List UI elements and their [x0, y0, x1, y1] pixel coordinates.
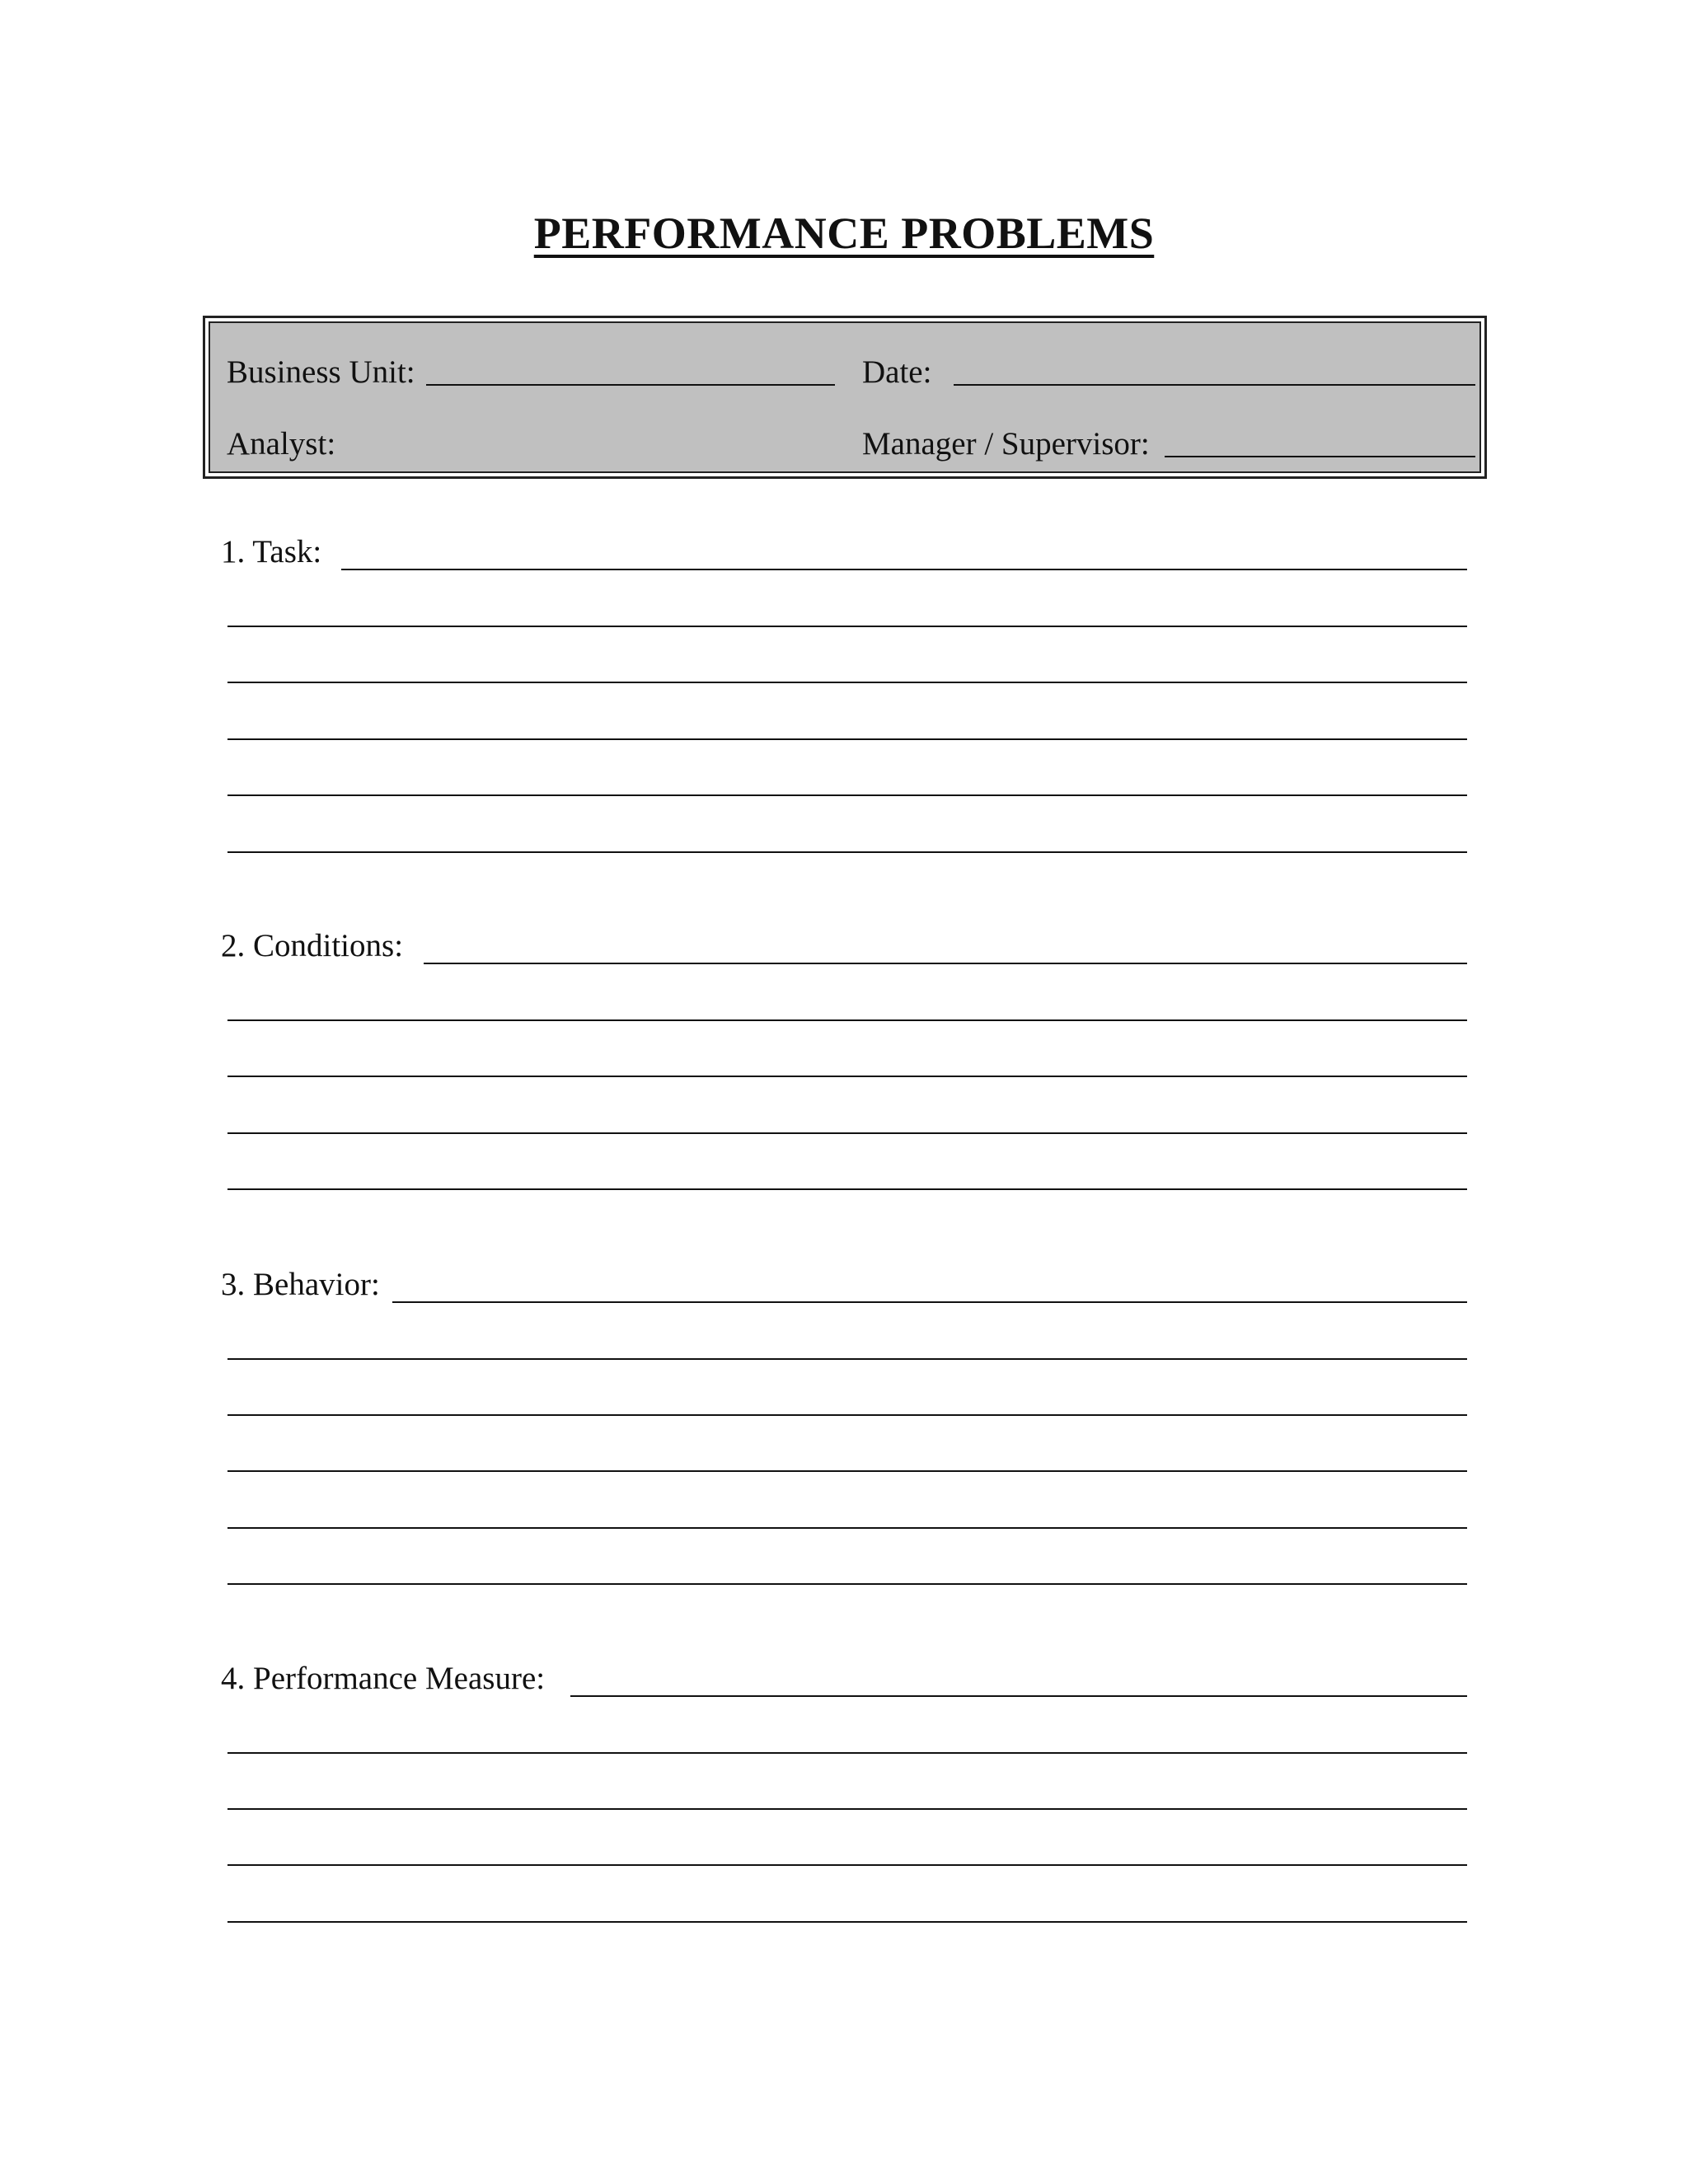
date-field[interactable]	[954, 384, 1475, 386]
header-info-inner	[209, 321, 1481, 473]
performance-measure-line-5[interactable]	[227, 1921, 1467, 1923]
behavior-label: 3. Behavior:	[221, 1267, 380, 1302]
performance-measure-line-2[interactable]	[227, 1752, 1467, 1754]
date-label: Date:	[862, 354, 932, 390]
task-line-3[interactable]	[227, 682, 1467, 683]
behavior-line-3[interactable]	[227, 1414, 1467, 1416]
task-line-5[interactable]	[227, 794, 1467, 796]
conditions-label: 2. Conditions:	[221, 928, 404, 963]
task-label: 1. Task:	[221, 534, 322, 569]
conditions-line-4[interactable]	[227, 1132, 1467, 1134]
manager-supervisor-label: Manager / Supervisor:	[862, 426, 1150, 462]
business-unit-label: Business Unit:	[227, 354, 415, 390]
conditions-line-1[interactable]	[424, 963, 1467, 964]
performance-measure-line-1[interactable]	[570, 1695, 1467, 1697]
behavior-line-2[interactable]	[227, 1358, 1467, 1360]
behavior-line-4[interactable]	[227, 1470, 1467, 1472]
task-line-4[interactable]	[227, 738, 1467, 740]
conditions-line-3[interactable]	[227, 1076, 1467, 1077]
page-title: PERFORMANCE PROBLEMS	[533, 209, 1155, 258]
performance-measure-line-4[interactable]	[227, 1864, 1467, 1866]
business-unit-field[interactable]	[426, 384, 835, 386]
behavior-line-1[interactable]	[392, 1301, 1467, 1303]
task-line-2[interactable]	[227, 626, 1467, 627]
performance-measure-label: 4. Performance Measure:	[221, 1661, 546, 1696]
task-line-1[interactable]	[341, 569, 1467, 570]
performance-measure-line-3[interactable]	[227, 1808, 1467, 1810]
conditions-line-2[interactable]	[227, 1019, 1467, 1021]
conditions-line-5[interactable]	[227, 1188, 1467, 1190]
header-info-box	[203, 316, 1487, 479]
analyst-label: Analyst:	[227, 426, 336, 462]
behavior-line-6[interactable]	[227, 1583, 1467, 1585]
manager-supervisor-field[interactable]	[1165, 456, 1475, 457]
task-line-6[interactable]	[227, 851, 1467, 853]
behavior-line-5[interactable]	[227, 1527, 1467, 1529]
